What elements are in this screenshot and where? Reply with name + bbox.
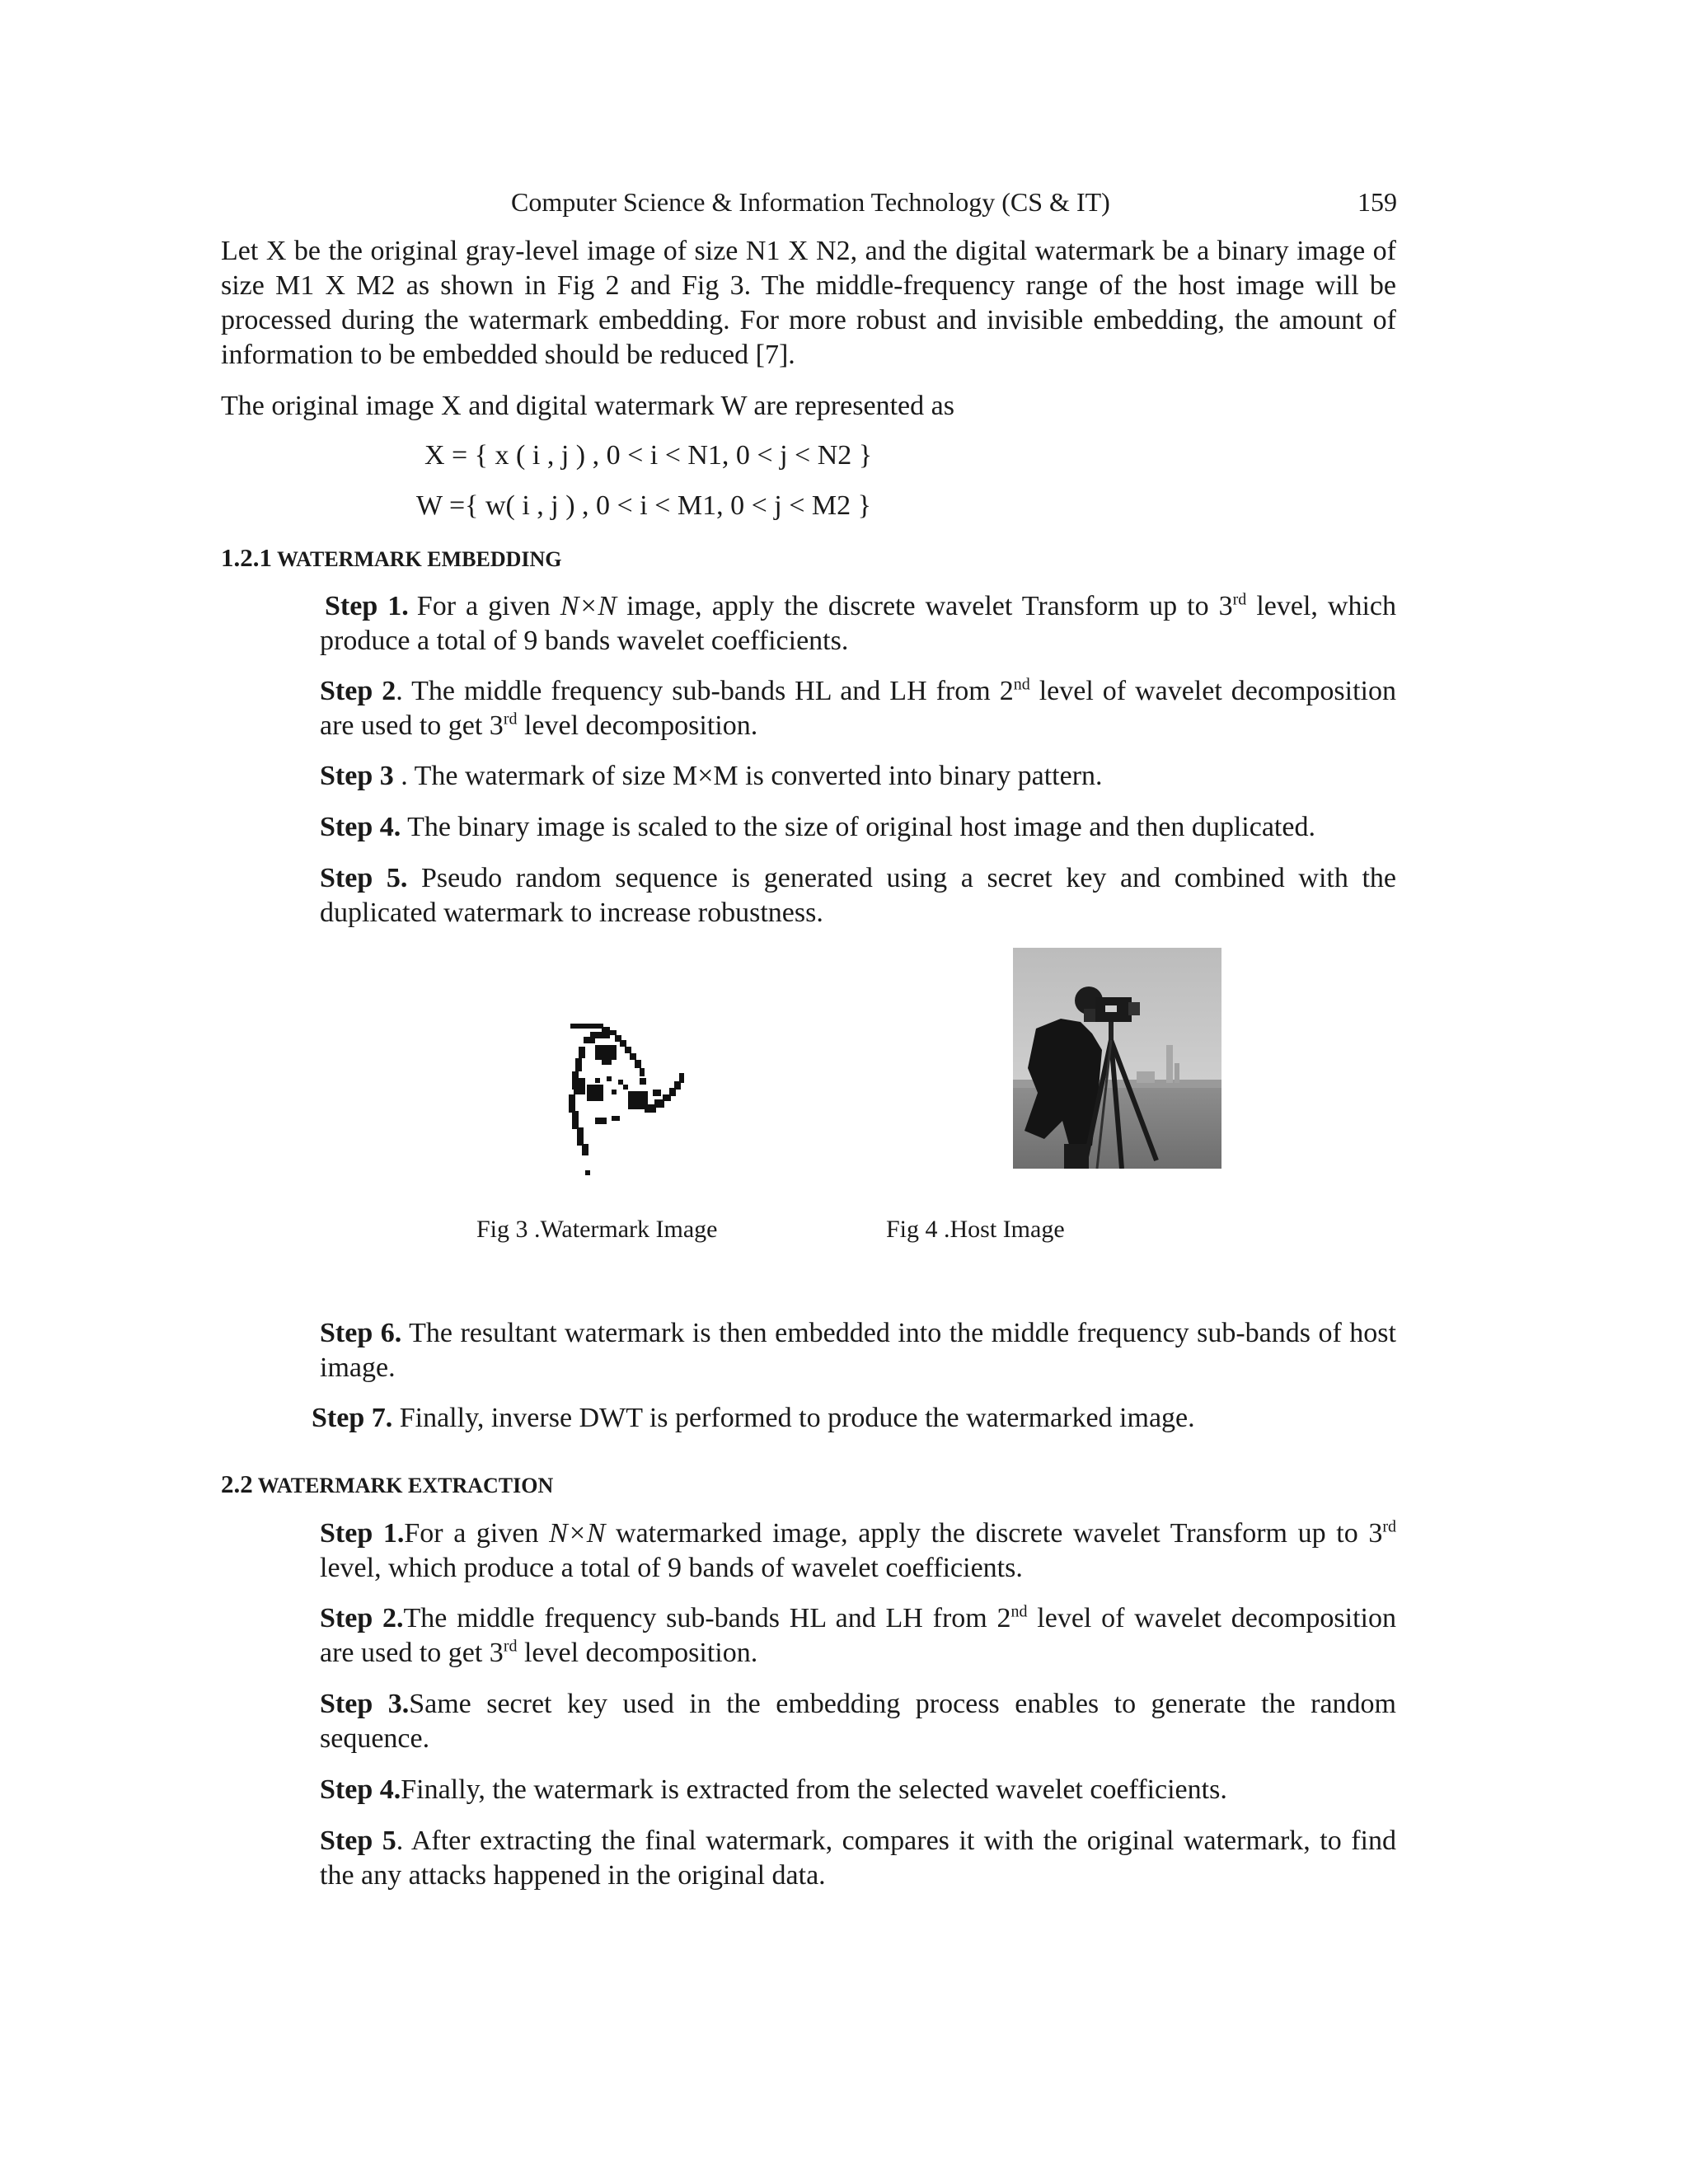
embedding-step-2: Step 2. The middle frequency sub-bands HL and LH from 2nd level of wavelet decomposition are used to get 3rd level decomposition.: [320, 675, 1396, 741]
equation-x: X = { x ( i , j ) , 0 < i < N1, 0 < j < N2 }: [424, 440, 873, 471]
extraction-step-1: Step 1.For a given N×N watermarked image, apply the discrete wavelet Transform up to 3rd level, which produce a total of 9 bands of wavelet coefficients.: [320, 1517, 1396, 1583]
step-label: Step 6.: [320, 1318, 402, 1348]
embedding-step-3: Step 3 . The watermark of size M×M is converted into binary pattern.: [320, 761, 1103, 791]
step-label: Step 5.: [320, 863, 408, 893]
step-label: Step 5: [320, 1825, 396, 1856]
journal-title: Computer Science & Information Technology (CS & IT): [511, 187, 1110, 217]
running-header: [511, 183, 1397, 221]
intro-paragraph: Let X be the original gray-level image of size N1 X N2, and the digital watermark be a binary image of size M1 X M2 as shown in Fig 2 and Fig 3. The middle-frequency range of the host image will be processed during the watermark embedding. For more robust and invisible embedding, the amount of information to be embedded should be reduced [7].: [221, 236, 1396, 370]
representation-sentence: The original image X and digital watermark W are represented as: [221, 391, 954, 421]
host-image: [1013, 948, 1221, 1169]
section-title: WATERMARK EXTRACTION: [257, 1474, 554, 1497]
step-label: Step 2.: [320, 1603, 404, 1633]
extraction-step-4: Step 4.Finally, the watermark is extracted from the selected wavelet coefficients.: [320, 1774, 1227, 1805]
embedding-step-6: Step 6. The resultant watermark is then embedded into the middle frequency sub-bands of host image.: [320, 1318, 1396, 1383]
figure-4-caption: Fig 4 .Host Image: [886, 1216, 1065, 1243]
watermark-image: [565, 1020, 720, 1177]
step-label: Step 7.: [312, 1403, 393, 1433]
section-heading-embedding: [221, 544, 562, 574]
section-title: WATERMARK EMBEDDING: [277, 547, 562, 571]
step-label: Step 3: [320, 761, 394, 791]
embedding-step-1: Step 1. For a given N×N image, apply the discrete wavelet Transform up to 3rd level, which produce a total of 9 bands wavelet coefficients.: [320, 590, 1397, 656]
embedding-step-7: Step 7. Finally, inverse DWT is performed to produce the watermarked image.: [312, 1403, 1195, 1433]
page-number: 159: [1357, 187, 1397, 217]
equation-w: W ={ w( i , j ) , 0 < i < M1, 0 < j < M2 }: [416, 490, 871, 521]
step-label: Step 1.: [320, 1518, 405, 1549]
section-heading-extraction: [221, 1470, 553, 1500]
embedding-step-5: Step 5. Pseudo random sequence is generated using a secret key and combined with the duplicated watermark to increase robustness.: [320, 863, 1396, 928]
figure-3-caption: Fig 3 .Watermark Image: [476, 1216, 718, 1243]
step-label: Step 1.: [325, 591, 409, 621]
step-label: Step 3.: [320, 1689, 410, 1719]
step-label: Step 4.: [320, 812, 401, 842]
step-label: Step 2: [320, 676, 396, 706]
section-number: 1.2.1: [221, 543, 272, 572]
extraction-step-2: Step 2.The middle frequency sub-bands HL and LH from 2nd level of wavelet decomposition are used to get 3rd level decomposition.: [320, 1602, 1396, 1668]
step-label: Step 4.: [320, 1774, 401, 1805]
embedding-step-4: Step 4. The binary image is scaled to the size of original host image and then duplicated.: [320, 812, 1315, 842]
section-number: 2.2: [221, 1469, 253, 1498]
extraction-step-3: Step 3.Same secret key used in the embedding process enables to generate the random sequence.: [320, 1689, 1396, 1754]
extraction-step-5: Step 5. After extracting the final watermark, compares it with the original watermark, to find the any attacks happened in the original data.: [320, 1825, 1396, 1891]
